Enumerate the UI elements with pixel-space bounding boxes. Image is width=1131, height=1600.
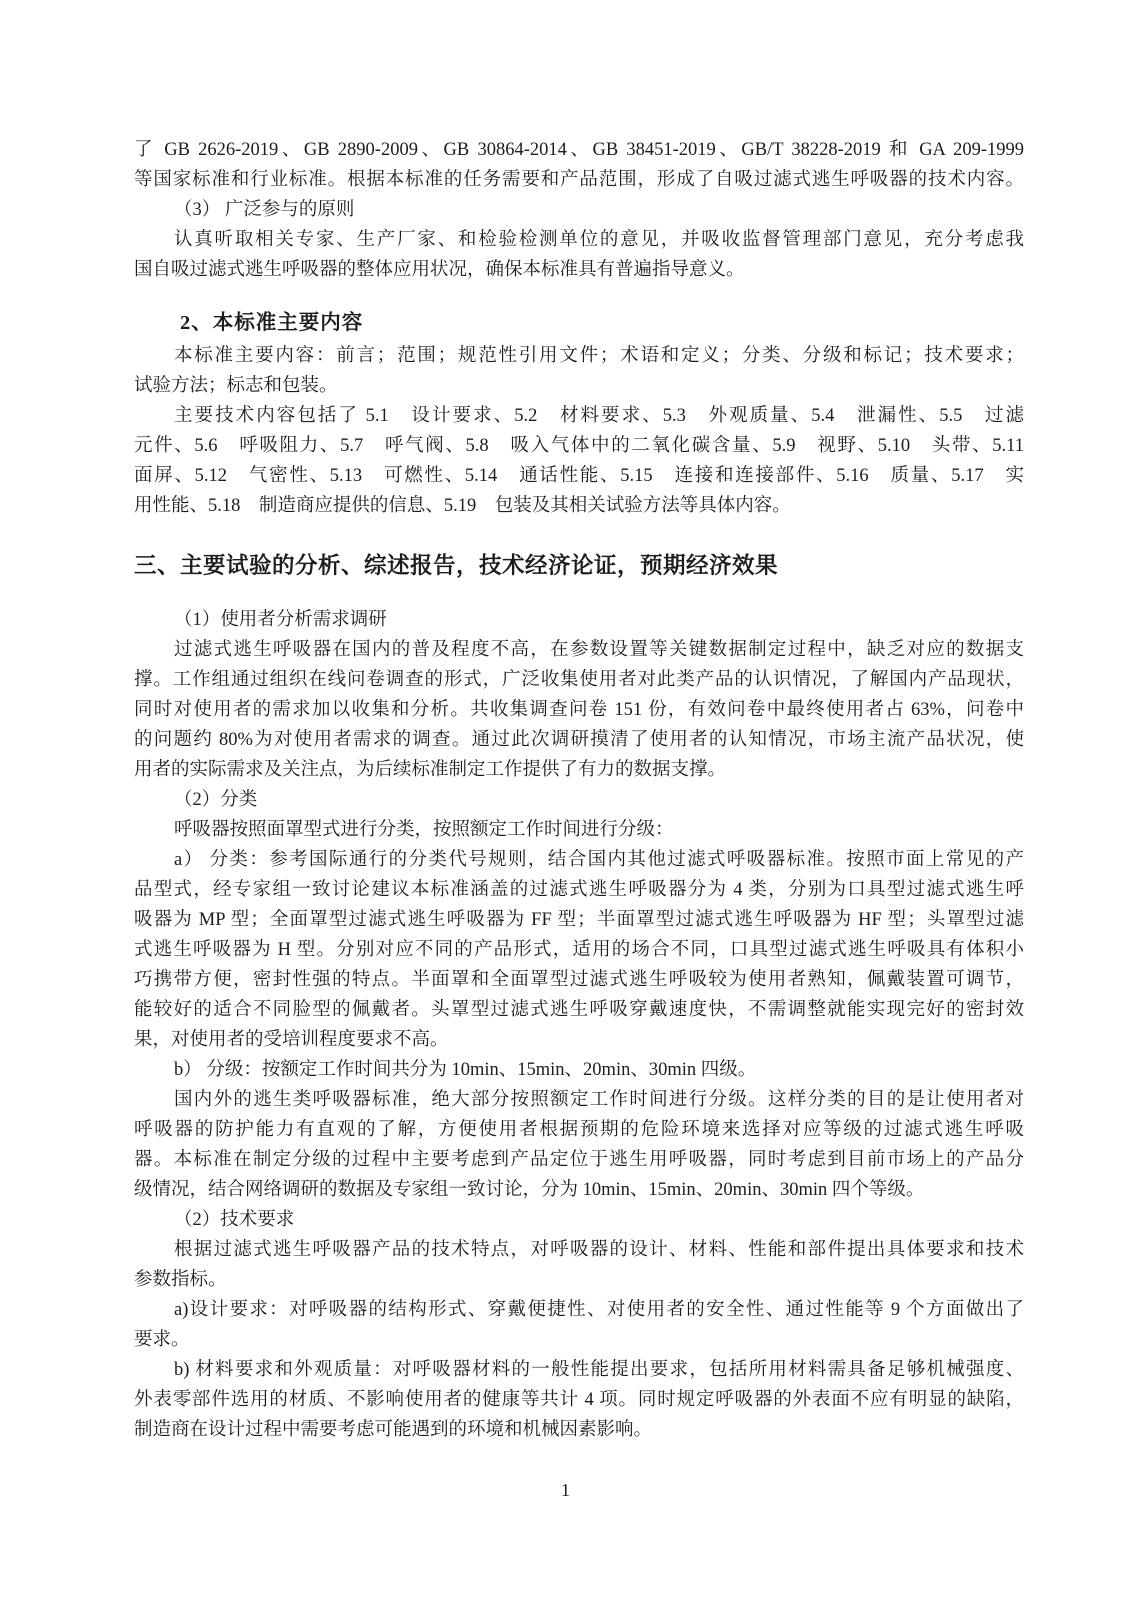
text-line: b） 分级：按额定工作时间共分为 10min、15min、20min、30min 四级。	[174, 1060, 757, 1080]
document-body	[134, 135, 1024, 1445]
text-line: 国内外的逃生类呼吸器标准，绝大部分按照额定工作时间进行分级。这样分类的目的是让使用者对	[174, 1090, 1024, 1110]
text-line: 制造商在设计过程中需要考虑可能遇到的环境和机械因素影响。	[134, 1420, 653, 1440]
text-line: 等国家标准和行业标准。根据本标准的任务需要和产品范围，形成了自吸过滤式逃生呼吸器的技术内容。	[134, 170, 1024, 190]
text-line: a)设计要求：对呼吸器的结构形式、穿戴便捷性、对使用者的安全性、通过性能等 9 个方面做出了	[174, 1300, 1024, 1320]
text-line: 面屏、5.12 气密性、5.13 可燃性、5.14 通话性能、5.15 连接和连接部件、5.16 质量、5.17 实	[134, 466, 1024, 486]
text-line: 外表零部件选用的材质、不影响使用者的健康等共计 4 项。同时规定呼吸器的外表面不应有明显的缺陷，	[134, 1390, 1024, 1410]
text-line: 过滤式逃生呼吸器在国内的普及程度不高，在参数设置等关键数据制定过程中，缺乏对应的数据支	[174, 640, 1024, 660]
text-line: 呼吸器的防护能力有直观的了解，方便使用者根据预期的危险环境来选择对应等级的过滤式逃生呼吸	[134, 1120, 1024, 1140]
text-line: 了 GB 2626-2019、GB 2890-2009、GB 30864-2014、GB 38451-2019、GB/T 38228-2019 和 GA 209-1999	[134, 140, 1024, 160]
text-line: 试验方法；标志和包装。	[134, 376, 338, 396]
text-line: 国自吸过滤式逃生呼吸器的整体应用状况，确保本标准具有普遍指导意义。	[134, 260, 745, 280]
text-line: 级情况，结合网络调研的数据及专家组一致讨论，分为 10min、15min、20min、30min 四个等级。	[134, 1180, 925, 1200]
text-line: 撑。工作组通过组织在线问卷调查的形式，广泛收集使用者对此类产品的认识情况，了解国内产品现状，	[134, 670, 1024, 690]
text-line: 用性能、5.18 制造商应提供的信息、5.19 包装及其相关试验方法等具体内容。	[134, 496, 791, 516]
text-line: （2）分类	[174, 790, 258, 810]
text-line: 的问题约 80%为对使用者需求的调查。通过此次调研摸清了使用者的认知情况，市场主流产品状况，使	[134, 730, 1024, 750]
text-line: 吸器为 MP 型；全面罩型过滤式逃生呼吸器为 FF 型；半面罩型过滤式逃生呼吸器为 HF 型；头罩型过滤	[134, 910, 1024, 930]
text-line: 呼吸器按照面罩型式进行分类，按照额定工作时间进行分级：	[174, 820, 674, 840]
text-line: 根据过滤式逃生呼吸器产品的技术特点，对呼吸器的设计、材料、性能和部件提出具体要求和技术	[174, 1240, 1024, 1260]
text-line: （1）使用者分析需求调研	[174, 610, 387, 630]
page-number: 1	[561, 1480, 570, 1500]
text-line: b) 材料要求和外观质量：对呼吸器材料的一般性能提出要求，包括所用材料需具备足够机械强度、	[174, 1360, 1024, 1380]
text-line: 认真听取相关专家、生产厂家、和检验检测单位的意见，并吸收监督管理部门意见，充分考虑我	[174, 230, 1024, 250]
text-line: 参数指标。	[134, 1270, 227, 1290]
text-line: 元件、5.6 呼吸阻力、5.7 呼气阀、5.8 吸入气体中的二氧化碳含量、5.9 视野、5.10 头带、5.11	[134, 436, 1024, 456]
text-line: （2）技术要求	[174, 1210, 295, 1230]
text-line: 同时对使用者的需求加以收集和分析。共收集调查问卷 151 份，有效问卷中最终使用者占 63%，问卷中	[134, 700, 1024, 720]
text-line: 器。本标准在制定分级的过程中主要考虑到产品定位于逃生用呼吸器，同时考虑到目前市场上的产品分	[134, 1150, 1024, 1170]
text-line: a） 分类：参考国际通行的分类代号规则，结合国内其他过滤式呼吸器标准。按照市面上常见的产	[174, 850, 1024, 870]
section-heading: 三、主要试验的分析、综述报告，技术经济论证，预期经济效果	[134, 553, 779, 578]
text-line: 果，对使用者的受培训程度要求不高。	[134, 1030, 449, 1050]
text-line: 能较好的适合不同脸型的佩戴者。头罩型过滤式逃生呼吸穿戴速度快，不需调整就能实现完好的密封效	[134, 1000, 1024, 1020]
text-line: 巧携带方便，密封性强的特点。半面罩和全面罩型过滤式逃生呼吸较为使用者熟知，佩戴装置可调节，	[134, 970, 1024, 990]
text-line: 要求。	[134, 1330, 190, 1350]
text-line: 主要技术内容包括了 5.1 设计要求、5.2 材料要求、5.3 外观质量、5.4 泄漏性、5.5 过滤	[174, 406, 1024, 426]
subsection-heading: 2、本标准主要内容	[180, 312, 364, 334]
text-line: 品型式，经专家组一致讨论建议本标准涵盖的过滤式逃生呼吸器分为 4 类，分别为口具型过滤式逃生呼	[134, 880, 1024, 900]
text-line: 本标准主要内容：前言；范围；规范性引用文件；术语和定义；分类、分级和标记；技术要求；	[174, 346, 1024, 366]
text-line: 式逃生呼吸器为 H 型。分别对应不同的产品形式，适用的场合不同，口具型过滤式逃生呼吸具有体积小	[134, 940, 1024, 960]
text-line: 用者的实际需求及关注点，为后续标准制定工作提供了有力的数据支撑。	[134, 760, 727, 780]
text-line: （3） 广泛参与的原则	[174, 200, 355, 220]
